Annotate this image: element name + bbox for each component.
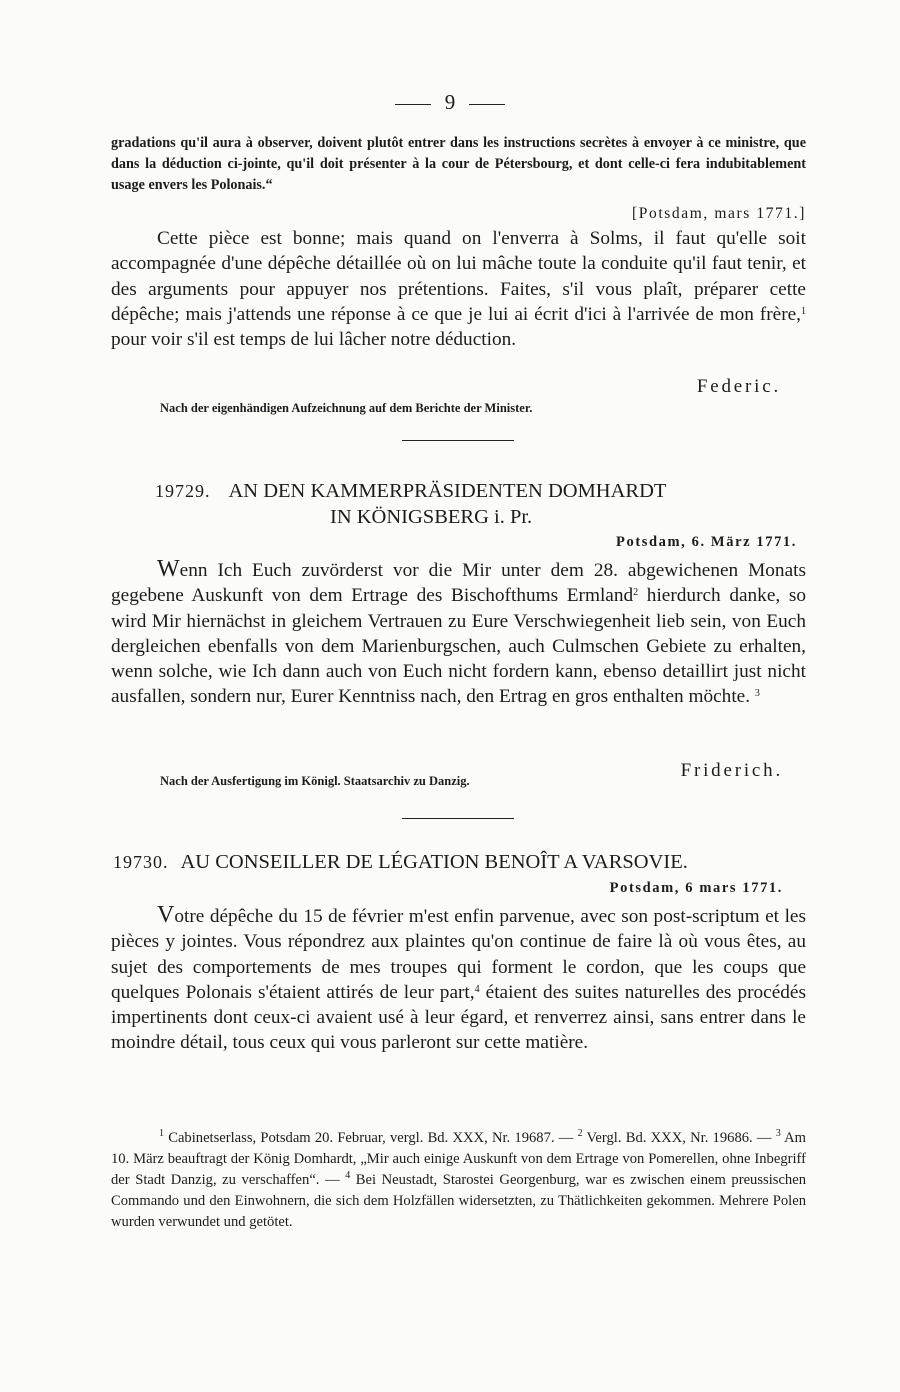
footnote-ref-1: 1: [801, 305, 806, 317]
letter3-number: 19730.: [113, 852, 169, 872]
footnote-ref-4: 4: [474, 983, 480, 995]
letter1-date: [Potsdam, mars 1771.]: [632, 205, 806, 222]
section-divider: [402, 440, 514, 441]
letter1-signature: Federic.: [696, 376, 781, 397]
letter2-heading-line2: IN KÖNIGSBERG i. Pr.: [330, 506, 533, 528]
letter2-source: Nach der Ausfertigung im Königl. Staatsarchiv zu Danzig.: [160, 774, 470, 788]
letter2-number: 19729.: [155, 481, 211, 501]
letter3-text: Votre dépêche du 15 de février m'est enfin parvenue, avec son post-scriptum et les pièces y jointes. Vous répondrez aux plaintes qu'on continue de faire là où vous êtes, au sujet des comportements de mes troupes qui forment le cordon, que les coups que quelques Polonais s'étaient attirés de leur part,$^4$ étaient des suites naturelles des procédés impertinents dont ceux-ci avaient usé à leur égard, et renverrez ainsi, sans entrer dans le moindre détail, tous ceux qui vous parleront sur cette matière.: [111, 902, 806, 1054]
page-number: 9: [0, 90, 900, 115]
letter3-date: Potsdam, 6 mars 1771.: [609, 880, 783, 896]
footnote-ref-3: 3: [754, 688, 760, 700]
section-divider-2: [402, 818, 514, 819]
page-number-dash-right: [469, 104, 505, 105]
intro-quote: gradations qu'il aura à observer, doivent plutôt entrer dans les instructions secrètes à envoyer à ce ministre, que dans la déduction ci-jointe, qu'il doit présenter à la cour de Pétersbourg, et dont celle-ci fera indubitablement usage envers les Polonais.“: [111, 135, 806, 193]
letter2-text: Wenn Ich Euch zuvörderst vor die Mir unter dem 28. abgewichenen Monats gegebene Auskunft von dem Ertrage des Bischofthums Ermland$^2$ hierdurch danke, so wird Mir hiernächst in gleichem Vertrauen zu Eure Verschwiegenheit lieb sein, von Euch dergleichen ebenfalls von dem Marienburgschen, auch Culmschen Gebiete zu erhalten, wenn solche, wie Ich dann auch von Euch nicht fordern kann, ebenso detaillirt just nicht ausfallen, sondern nur, Eurer Kenntniss nach, den Ertrag en gros enthalten möchte. $^3$: [111, 556, 806, 708]
page-number-dash-left: [395, 104, 431, 105]
footnote-ref-2: 2: [633, 587, 639, 599]
letter2-date: Potsdam, 6. März 1771.: [616, 534, 797, 550]
footnotes: $^1$ Cabinetserlass, Potsdam 20. Februar, vergl. Bd. XXX, Nr. 19687. — $^2$ Vergl. Bd. XXX, Nr. 19686. — $^3$ Am 10. März beauftragt der König Domhardt, „Mir auch einige Auskunft von dem Ertrage von Pomerellen, ohne Inbegriff der Stadt Danzig, zu verschaffen“. — $^4$ Bei Neustadt, Starostei Georgenburg, war es zwischen einem preussischen Commando und den Einwohnern, die sich dem Holzfällen widersetzten, zu Thätlichkeiten gekommen. Mehrere Polen wurden verwundet und getötet.: [111, 1128, 807, 1230]
letter2-signature: Friderich.: [680, 760, 783, 781]
letter1-source: Nach der eigenhändigen Aufzeichnung auf dem Berichte der Minister.: [160, 401, 533, 415]
letter3-heading: 19730. AU CONSEILLER DE LÉGATION BENOÎT A VARSOVIE.: [113, 851, 688, 873]
letter2-heading: 19729. AN DEN KAMMERPRÄSIDENTEN DOMHARDT: [155, 480, 667, 502]
letter1-text: Cette pièce est bonne; mais quand on l'enverra à Solms, il faut qu'elle soit accompagnée d'une dépêche détaillée où on lui mâche toute la conduite qu'il faut tenir, et des arguments pour appuyer nos prétentions. Faites, s'il vous plaît, préparer cette dépêche; mais j'attends une réponse à ce que je lui ai écrit d'ici à l'arrivée de mon frère,$^1$ pour voir s'il est temps de lui lâcher notre déduction.: [111, 228, 806, 351]
